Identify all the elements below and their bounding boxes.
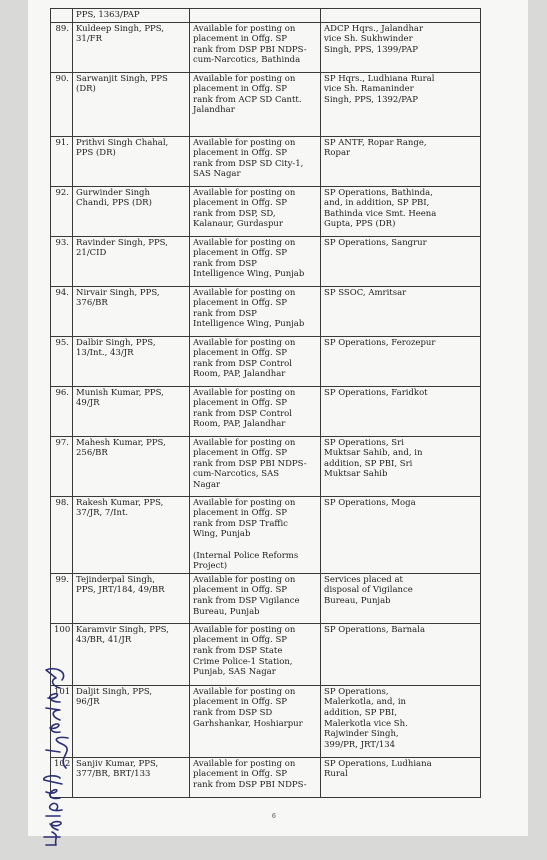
current-posting-cell-line: placement in Offg. SP	[193, 769, 287, 780]
new-posting-cell-line: Singh, PPS, 1399/PAP	[324, 44, 418, 55]
current-posting-cell-line: placement in Offg. SP	[193, 585, 287, 596]
current-posting-cell-line: Available for posting on	[193, 686, 296, 697]
officer-name-cell-line: Mahesh Kumar, PPS,	[76, 437, 166, 448]
current-posting-cell-line: rank from DSP Control	[193, 408, 293, 419]
new-posting-cell-line: SP Operations, Bathinda,	[324, 187, 433, 198]
officer-name-cell-line: 21/CID	[76, 248, 107, 259]
current-posting-cell-line: placement in Offg. SP	[193, 398, 287, 409]
current-posting-cell-line: Available for posting on	[193, 497, 296, 508]
new-posting-cell-line: SP Operations, Moga	[324, 497, 416, 508]
table-row	[51, 336, 481, 386]
new-posting-cell-line: Singh, PPS, 1392/PAP	[324, 94, 418, 105]
new-posting-cell-line: SP Operations, Faridkot	[324, 387, 428, 398]
current-posting-cell-line: Kalanaur, Gurdaspur	[193, 219, 283, 230]
new-posting-cell	[321, 72, 481, 136]
empty-cell	[190, 9, 321, 23]
current-posting-cell-line: Available for posting on	[193, 624, 296, 635]
new-posting-cell-line: Rajwinder Singh,	[324, 729, 399, 740]
current-posting-cell-line: Available for posting on	[193, 137, 296, 148]
officer-name-cell-line: 31/FR	[76, 34, 102, 45]
new-posting-cell-line: SP ANTF, Ropar Range,	[324, 137, 427, 148]
current-posting-cell-line: Intelligence Wing, Punjab	[193, 269, 305, 280]
officer-name-cell	[73, 186, 190, 236]
current-posting-cell-line: Wing, Punjab	[193, 529, 251, 540]
serial-number-cell: 100	[51, 623, 73, 685]
officer-name-cell	[73, 286, 190, 336]
table-row	[51, 136, 481, 186]
officer-name-cell	[73, 236, 190, 286]
officer-name-cell-line: Munish Kumar, PPS,	[76, 387, 164, 398]
current-posting-cell	[190, 386, 321, 436]
current-posting-cell	[190, 757, 321, 797]
table-row	[51, 386, 481, 436]
current-posting-cell-line	[193, 540, 317, 551]
officer-name-cell-line: 49/JR	[76, 398, 100, 409]
current-posting-cell-line: placement in Offg. SP	[193, 348, 287, 359]
current-posting-cell-line: placement in Offg. SP	[193, 635, 287, 646]
current-posting-cell-line: rank from DSP Control	[193, 358, 293, 369]
current-posting-cell-line: Available for posting on	[193, 574, 296, 585]
officer-name-cell-line: Nirvair Singh, PPS,	[76, 287, 160, 298]
table-row	[51, 573, 481, 623]
current-posting-cell-line: placement in Offg. SP	[193, 198, 287, 209]
current-posting-cell-line: cum-Narcotics, SAS	[193, 469, 280, 480]
current-posting-cell-line: Available for posting on	[193, 237, 296, 248]
handwritten-signature	[16, 640, 96, 860]
new-posting-cell-line: SP Operations, Ferozepur	[324, 337, 436, 348]
current-posting-cell-line: Available for posting on	[193, 287, 296, 298]
officer-name-cell-line: Karamvir Singh, PPS,	[76, 624, 169, 635]
current-posting-cell	[190, 336, 321, 386]
current-posting-cell-line: Bureau, Punjab	[193, 606, 260, 617]
current-posting-cell	[190, 286, 321, 336]
current-posting-cell-line: Available for posting on	[193, 73, 296, 84]
officer-name-cell-line: 96/JR	[76, 697, 100, 708]
current-posting-cell-line: SAS Nagar	[193, 169, 241, 180]
serial-number-cell: 92.	[51, 186, 73, 236]
current-posting-cell-line: Garhshankar, Hoshiarpur	[193, 718, 303, 729]
current-posting-cell-line: Nagar	[193, 479, 221, 490]
current-posting-cell-line: rank from DSP SD	[193, 707, 273, 718]
table-row	[51, 685, 481, 757]
officer-name-cell-line: 377/BR, BRT/133	[76, 769, 151, 780]
table-row	[51, 286, 481, 336]
table-row-continued	[51, 9, 481, 23]
new-posting-cell	[321, 286, 481, 336]
new-posting-cell-line: vice Sh. Ramaninder	[324, 84, 414, 95]
current-posting-cell-line: rank from DSP, SD,	[193, 208, 276, 219]
new-posting-cell-line: SP SSOC, Amritsar	[324, 287, 407, 298]
serial-number-cell: 93.	[51, 236, 73, 286]
serial-number-cell: 95.	[51, 336, 73, 386]
new-posting-cell-line: Muktsar Sahib, and, in	[324, 448, 423, 459]
new-posting-cell	[321, 685, 481, 757]
new-posting-cell	[321, 496, 481, 573]
officer-name-cell	[73, 22, 190, 72]
new-posting-cell-line: Malerkotla, and, in	[324, 697, 407, 708]
current-posting-cell-line: Available for posting on	[193, 187, 296, 198]
current-posting-cell-line: Room, PAP, Jalandhar	[193, 369, 286, 380]
officer-name-cell-line: Chandi, PPS (DR)	[76, 198, 152, 209]
current-posting-cell	[190, 496, 321, 573]
current-posting-cell-line: placement in Offg. SP	[193, 298, 287, 309]
officer-name-cell-line: PPS, JRT/184, 49/BR	[76, 585, 165, 596]
table-row	[51, 186, 481, 236]
serial-number-cell: 98.	[51, 496, 73, 573]
current-posting-cell-line: Punjab, SAS Nagar	[193, 667, 276, 678]
current-posting-cell-line: Intelligence Wing, Punjab	[193, 319, 305, 330]
officer-name-cell-line: Tejinderpal Singh,	[76, 574, 155, 585]
officer-name-cell	[73, 496, 190, 573]
current-posting-cell-line: Available for posting on	[193, 337, 296, 348]
table-row	[51, 623, 481, 685]
current-posting-cell-line: placement in Offg. SP	[193, 148, 287, 159]
officer-name-cell	[73, 386, 190, 436]
new-posting-cell-line: SP Operations, Barnala	[324, 624, 426, 635]
officer-name-cell-line: 376/BR	[76, 298, 108, 309]
current-posting-cell-line: (Internal Police Reforms	[193, 550, 299, 561]
current-posting-cell-line: placement in Offg. SP	[193, 697, 287, 708]
current-posting-cell-line: placement in Offg. SP	[193, 448, 287, 459]
officer-name-cell	[73, 436, 190, 496]
new-posting-cell-line: addition, SP PBI,	[324, 707, 398, 718]
new-posting-cell-line: disposal of Vigilance	[324, 585, 413, 596]
officer-name-cell-line: PPS (DR)	[76, 148, 116, 159]
current-posting-cell-line: rank from DSP PBI NDPS-	[193, 779, 307, 790]
current-posting-cell	[190, 22, 321, 72]
current-posting-cell-line: Available for posting on	[193, 437, 296, 448]
new-posting-cell	[321, 623, 481, 685]
new-posting-cell	[321, 386, 481, 436]
new-posting-cell-line: Services placed at	[324, 574, 403, 585]
posting-orders-table	[50, 8, 481, 798]
serial-number-cell: 96.	[51, 386, 73, 436]
current-posting-cell	[190, 573, 321, 623]
officer-name-cell-line: Sanjiv Kumar, PPS,	[76, 758, 159, 769]
officer-name-cell-line: Ravinder Singh, PPS,	[76, 237, 168, 248]
new-posting-cell-line: Ropar	[324, 148, 351, 159]
current-posting-cell-line: rank from DSP State	[193, 645, 283, 656]
officer-name-cell-line: Daljit Singh, PPS,	[76, 686, 153, 697]
table-row	[51, 757, 481, 797]
new-posting-cell	[321, 136, 481, 186]
current-posting-cell-line: Available for posting on	[193, 23, 296, 34]
current-posting-cell-line: Project)	[193, 561, 228, 572]
serial-number-cell: 102	[51, 757, 73, 797]
new-posting-cell-line: Malerkotla vice Sh.	[324, 718, 408, 729]
empty-cell	[51, 9, 73, 23]
new-posting-cell-line: Gupta, PPS (DR)	[324, 219, 396, 230]
table-row	[51, 22, 481, 72]
current-posting-cell	[190, 685, 321, 757]
officer-name-cell	[73, 136, 190, 186]
officer-name-cell-line: Kuldeep Singh, PPS,	[76, 23, 164, 34]
new-posting-cell-line: SP Operations,	[324, 686, 389, 697]
officer-name-cell-line: Rakesh Kumar, PPS,	[76, 497, 164, 508]
officer-name-cell-line: (DR)	[76, 84, 96, 95]
current-posting-cell-line: placement in Offg. SP	[193, 34, 287, 45]
new-posting-cell-line: Rural	[324, 769, 348, 780]
current-posting-cell	[190, 236, 321, 286]
current-posting-cell-line: placement in Offg. SP	[193, 84, 287, 95]
table-row	[51, 72, 481, 136]
current-posting-cell-line: rank from DSP Traffic	[193, 518, 288, 529]
current-posting-cell	[190, 186, 321, 236]
new-posting-cell	[321, 186, 481, 236]
current-posting-cell-line: placement in Offg. SP	[193, 248, 287, 259]
new-posting-cell	[321, 22, 481, 72]
current-posting-cell-line: Room, PAP, Jalandhar	[193, 419, 286, 430]
officer-name-cell-line: Gurwinder Singh	[76, 187, 150, 198]
new-posting-cell-line: SP Operations, Sri	[324, 437, 404, 448]
current-posting-cell-line: rank from DSP PBI NDPS-	[193, 458, 307, 469]
new-posting-cell-line: Bureau, Punjab	[324, 595, 391, 606]
current-posting-cell-line: rank from DSP SD City-1,	[193, 158, 304, 169]
table-row	[51, 496, 481, 573]
serial-number-cell: 91.	[51, 136, 73, 186]
empty-cell	[321, 9, 481, 23]
current-posting-cell-line: rank from DSP PBI NDPS-	[193, 44, 307, 55]
officer-name-cell-line: PPS, 1363/PAP	[76, 10, 140, 20]
serial-number-cell: 94.	[51, 286, 73, 336]
new-posting-cell	[321, 336, 481, 386]
officer-name-cell-line: Dalbir Singh, PPS,	[76, 337, 156, 348]
current-posting-cell	[190, 436, 321, 496]
current-posting-cell-line: rank from ACP SD Cantt.	[193, 94, 302, 105]
serial-number-cell: 97.	[51, 436, 73, 496]
current-posting-cell-line: rank from DSP	[193, 258, 257, 269]
new-posting-cell	[321, 757, 481, 797]
serial-number-cell: 89.	[51, 22, 73, 72]
new-posting-cell-line: SP Operations, Ludhiana	[324, 758, 432, 769]
serial-number-cell: 90.	[51, 72, 73, 136]
current-posting-cell-line: rank from DSP Vigilance	[193, 595, 300, 606]
officer-name-cell-line: Prithvi Singh Chahal,	[76, 137, 169, 148]
officer-name-cell-line: Sarwanjit Singh, PPS	[76, 73, 168, 84]
new-posting-cell-line: and, in addition, SP PBI,	[324, 198, 430, 209]
new-posting-cell-line: SP Operations, Sangrur	[324, 237, 427, 248]
new-posting-cell-line: 399/PR, JRT/134	[324, 739, 396, 750]
current-posting-cell	[190, 623, 321, 685]
officer-name-cell	[73, 336, 190, 386]
current-posting-cell-line: Available for posting on	[193, 387, 296, 398]
officer-name-cell	[73, 9, 190, 23]
officer-name-cell-line: 13/Int., 43/JR	[76, 348, 134, 359]
current-posting-cell	[190, 136, 321, 186]
new-posting-cell-line: Bathinda vice Smt. Heena	[324, 208, 437, 219]
officer-name-cell	[73, 573, 190, 623]
officer-name-cell-line: 37/JR, 7/Int.	[76, 508, 129, 519]
serial-number-cell: 99.	[51, 573, 73, 623]
current-posting-cell-line: placement in Offg. SP	[193, 508, 287, 519]
new-posting-cell	[321, 436, 481, 496]
officer-name-cell	[73, 72, 190, 136]
current-posting-cell-line: rank from DSP	[193, 308, 257, 319]
current-posting-cell-line: Crime Police-1 Station,	[193, 656, 293, 667]
new-posting-cell-line: vice Sh. Sukhwinder	[324, 34, 413, 45]
current-posting-cell-line: Available for posting on	[193, 758, 296, 769]
table-row	[51, 236, 481, 286]
table-row	[51, 436, 481, 496]
current-posting-cell-line: cum-Narcotics, Bathinda	[193, 55, 301, 66]
new-posting-cell	[321, 236, 481, 286]
serial-number-cell: 101	[51, 685, 73, 757]
officer-name-cell-line: 43/BR, 41/JR	[76, 635, 132, 646]
current-posting-cell	[190, 72, 321, 136]
current-posting-cell-line: Jalandhar	[193, 105, 235, 116]
new-posting-cell-line: addition, SP PBI, Sri	[324, 458, 413, 469]
new-posting-cell-line: SP Hqrs., Ludhiana Rural	[324, 73, 435, 84]
new-posting-cell-line: ADCP Hqrs., Jalandhar	[324, 23, 424, 34]
new-posting-cell	[321, 573, 481, 623]
officer-name-cell-line: 256/BR	[76, 448, 108, 459]
page-number: 6	[272, 813, 276, 820]
new-posting-cell-line: Muktsar Sahib	[324, 469, 388, 480]
